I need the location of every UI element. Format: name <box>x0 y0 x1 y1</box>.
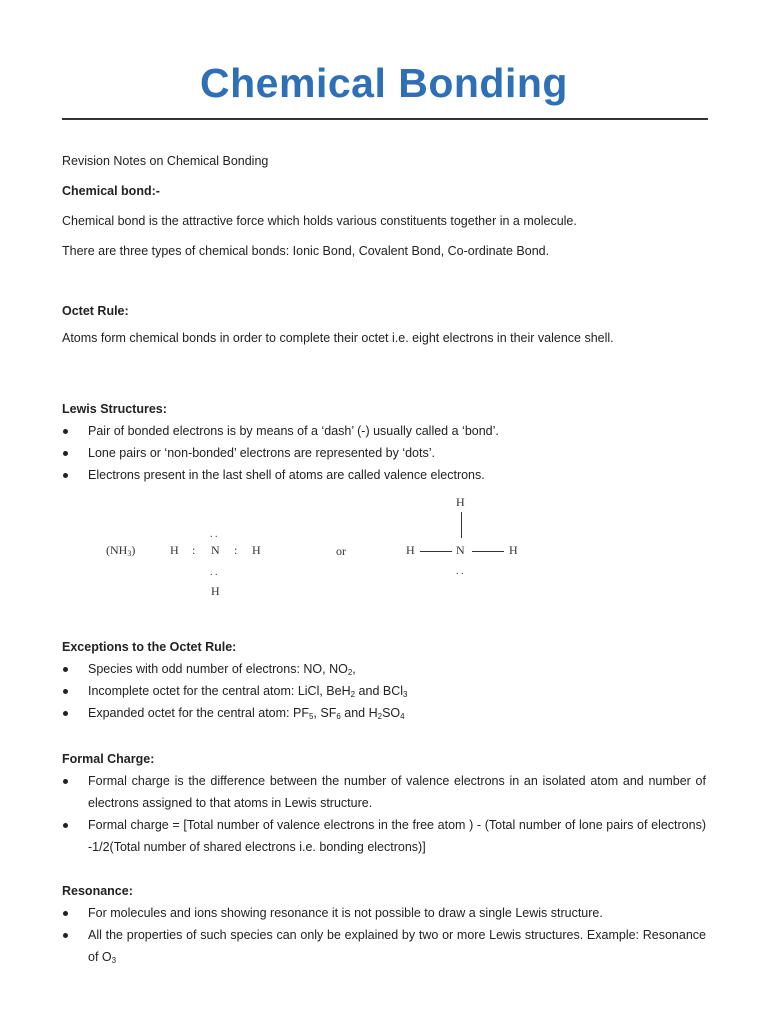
intro-section <box>62 150 706 172</box>
molecule-label: $(NH_3)$ <box>106 543 136 558</box>
list-item: Electrons present in the last shell of atoms are called valence electrons. <box>62 464 706 486</box>
list-item: Formal charge = [Total number of valence electrons in the free atom ) - (Total number of lone pairs of electrons) -1/2(Total number of shared electrons i.e. bonding electrons)] <box>62 814 706 858</box>
list-item: Formal charge is the difference between the number of valence electrons in an isolated atom and number of electrons assigned to that atoms in Lewis structure. <box>62 770 706 814</box>
hydrogen-atom: H <box>170 543 179 557</box>
resonance-section <box>62 880 706 968</box>
formal-charge-heading: Formal Charge: <box>62 752 155 766</box>
chemical-bond-section <box>62 180 706 262</box>
list-item: For molecules and ions showing resonance it is not possible to draw a single Lewis structure. <box>62 902 706 924</box>
chemical-bond-definition: Chemical bond is the attractive force which holds various constituents together in a molecule. <box>62 214 577 228</box>
list-item: Lone pairs or ‘non-bonded’ electrons are represented by ‘dots’. <box>62 442 706 464</box>
page-title: Chemical Bonding <box>200 60 568 106</box>
chemical-bond-heading: Chemical bond:- <box>62 184 160 198</box>
single-bond-line <box>420 551 452 552</box>
hydrogen-atom: H <box>456 495 465 509</box>
bond-pair-dots: : <box>234 543 238 557</box>
bond-pair-dots: . . <box>210 567 218 578</box>
list-item: Species with odd number of electrons: NO, $NO_2$, <box>62 658 706 680</box>
intro-text: Revision Notes on Chemical Bonding <box>62 154 269 168</box>
nitrogen-atom: N <box>456 543 465 557</box>
chemical-bond-types: There are three types of chemical bonds: Ionic Bond, Covalent Bond, Co-ordinate Bond. <box>62 244 550 258</box>
single-bond-line <box>461 512 462 538</box>
list-item: Pair of bonded electrons is by means of a ‘dash’ (-) usually called a ‘bond’. <box>62 420 706 442</box>
hydrogen-atom: H <box>509 543 518 557</box>
formal-charge-list <box>62 770 706 858</box>
or-label: or <box>336 544 346 558</box>
list-item: All the properties of such species can only be explained by two or more Lewis structures. Example: Resonance of $O_3$ <box>62 924 706 968</box>
resonance-heading: Resonance: <box>62 884 133 898</box>
formal-charge-section <box>62 748 706 858</box>
title-divider <box>62 118 708 120</box>
hydrogen-atom: H <box>406 543 415 557</box>
exceptions-list <box>62 658 706 724</box>
octet-rule-text: Atoms form chemical bonds in order to complete their octet i.e. eight electrons in their valence shell. <box>62 331 614 345</box>
hydrogen-atom: H <box>252 543 261 557</box>
single-bond-line <box>472 551 504 552</box>
exceptions-section <box>62 636 706 724</box>
list-item: Expanded octet for the central atom: $PF_5$, $SF_6$ and $H_2SO_4$ <box>62 702 706 724</box>
exceptions-heading: Exceptions to the Octet Rule: <box>62 640 237 654</box>
lewis-section <box>62 398 706 486</box>
lone-pair-dots: . . <box>456 566 464 577</box>
list-item: Incomplete octet for the central atom: LiCl, BeH$_2$ and BCl$_3$ <box>62 680 706 702</box>
resonance-list <box>62 902 706 968</box>
lone-pair-dots: . . <box>210 529 218 540</box>
lewis-heading: Lewis Structures: <box>62 402 167 416</box>
octet-rule-section <box>62 300 706 349</box>
bond-pair-dots: : <box>192 543 196 557</box>
nitrogen-atom: N <box>211 543 220 557</box>
lewis-list <box>62 420 706 486</box>
octet-rule-heading: Octet Rule: <box>62 304 129 318</box>
hydrogen-atom: H <box>211 584 220 598</box>
